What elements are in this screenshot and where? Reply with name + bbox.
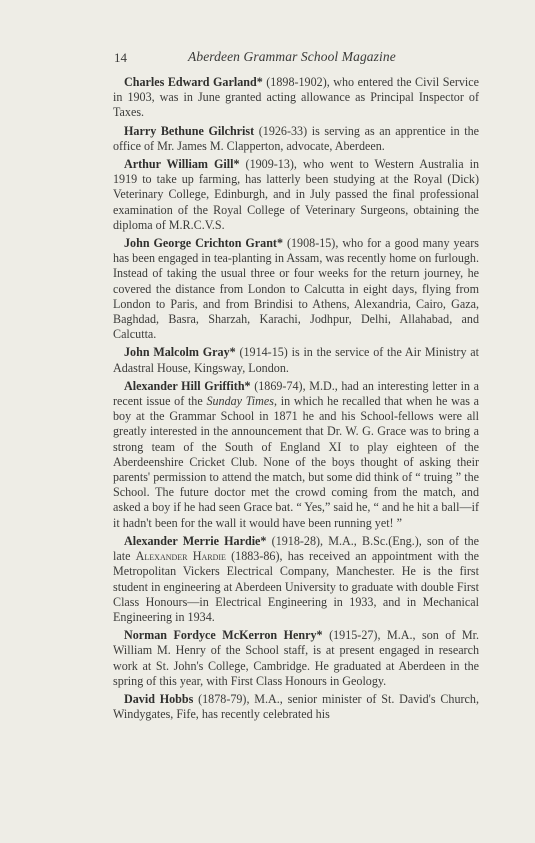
newspaper-title: Sunday Times [206,394,274,409]
entry-gray [113,345,479,375]
entry-name: Alexander Merrie Hardie* [124,533,267,548]
entry-text: (1918-28), M.A., B.Sc.(Eng.), son of the late [113,533,480,564]
entry-grant [113,236,479,342]
entry-name: John Malcolm Gray* [124,345,236,360]
entry-text: (1869-74), M.D., had an interesting letter in a recent issue of the [113,378,479,409]
father-name: Alexander Hardie [135,549,226,564]
entry-griffith [113,379,479,531]
entry-name: John George Crichton Grant* [124,236,284,251]
entry-name: David Hobbs [124,691,194,706]
entry-hardie [113,534,479,625]
entry-text: (1915-27), M.A., son of Mr. William M. Henry of the School staff, is at present engaged in research work at St. John's College, Cambridge. He graduated at Aberdeen in the spring of this year, with First Class Honours in Geology. [113,628,479,688]
entry-gilchrist [113,124,479,154]
entry-henry [113,628,479,689]
entry-text: (1926-33) is serving as an apprentice in the office of Mr. James M. Clapperton, advocate, Aberdeen. [113,123,480,153]
entry-name: Charles Edward Garland* [124,75,263,89]
entry-text: (1914-15) is in the service of the Air Ministry at Adastral House, Kingsway, London. [113,345,479,375]
entry-name: Arthur William Gill* [124,157,240,172]
entry-name: Alexander Hill Griffith* [124,378,251,393]
entry-name: Harry Bethune Gilchrist [124,123,255,138]
entry-gill [113,157,479,233]
page-number: 14 [114,50,127,65]
entry-text: (1898-1902), who entered the Civil Service in 1903, was in June granted acting allowance as Principal Inspector of Taxes. [113,75,480,120]
entry-text-continued: (1883-86), has received an appointment with the Metropolitan Vickers Electrical Company, Manchester. He is the first student in engineering at Aberdeen University to graduate with double First Class Honours—in Electrical Engineering in 1933, and in Mechanical Engineering in 1934. [113,549,479,624]
entry-text: (1878-79), M.A., senior minister of St. David's Church, Windygates, Fife, has recently celebrated his [113,691,479,722]
entry-text: (1909-13), who went to Western Australia in 1919 to take up farming, has latterly been studying at the Royal (Dick) Veterinary College, Edinburgh, and in July passed the final professional examination of the Royal College of Veterinary Surgeons, obtaining the diploma of M.R.C.V.S. [113,157,479,232]
article-body [113,75,479,725]
page-header [114,47,479,67]
entry-name: Norman Fordyce McKerron Henry* [124,628,323,643]
entry-garland [113,75,479,121]
entry-text-continued: , in which he recalled that when he was a boy at the Grammar School in 1871 he and his School-fellows were all greatly interested in the announcement that Dr. W. G. Grace was to bring a strong team of the South of England XI to play eighteen of the Aberdeenshire Cricket Club. None of the boys thought of asking their parents' permission to attend the match, but some did think of “ truing ” the School. The future doctor met the crowd coming from the match, and asked a boy if he had seen Grace bat. “ Yes,” said he, “ and he hit a ball—if it hadn't been for the wall it would have been running yet! ” [113,394,479,530]
entry-text: (1908-15), who for a good many years has been engaged in tea-planting in Assam, was recently home on furlough. Instead of taking the usual three or four weeks for the return journey, he covered the distance from London to Calcutta in eight days, flying from London to Paris, and from Brindisi to Athens, Alexandria, Cairo, Gaza, Baghdad, Basra, Sharzah, Karachi, Jodhpur, Delhi, Allahabad, and Calcutta. [113,236,479,342]
entry-hobbs [113,692,479,722]
running-head: Aberdeen Grammar School Magazine [188,49,396,64]
